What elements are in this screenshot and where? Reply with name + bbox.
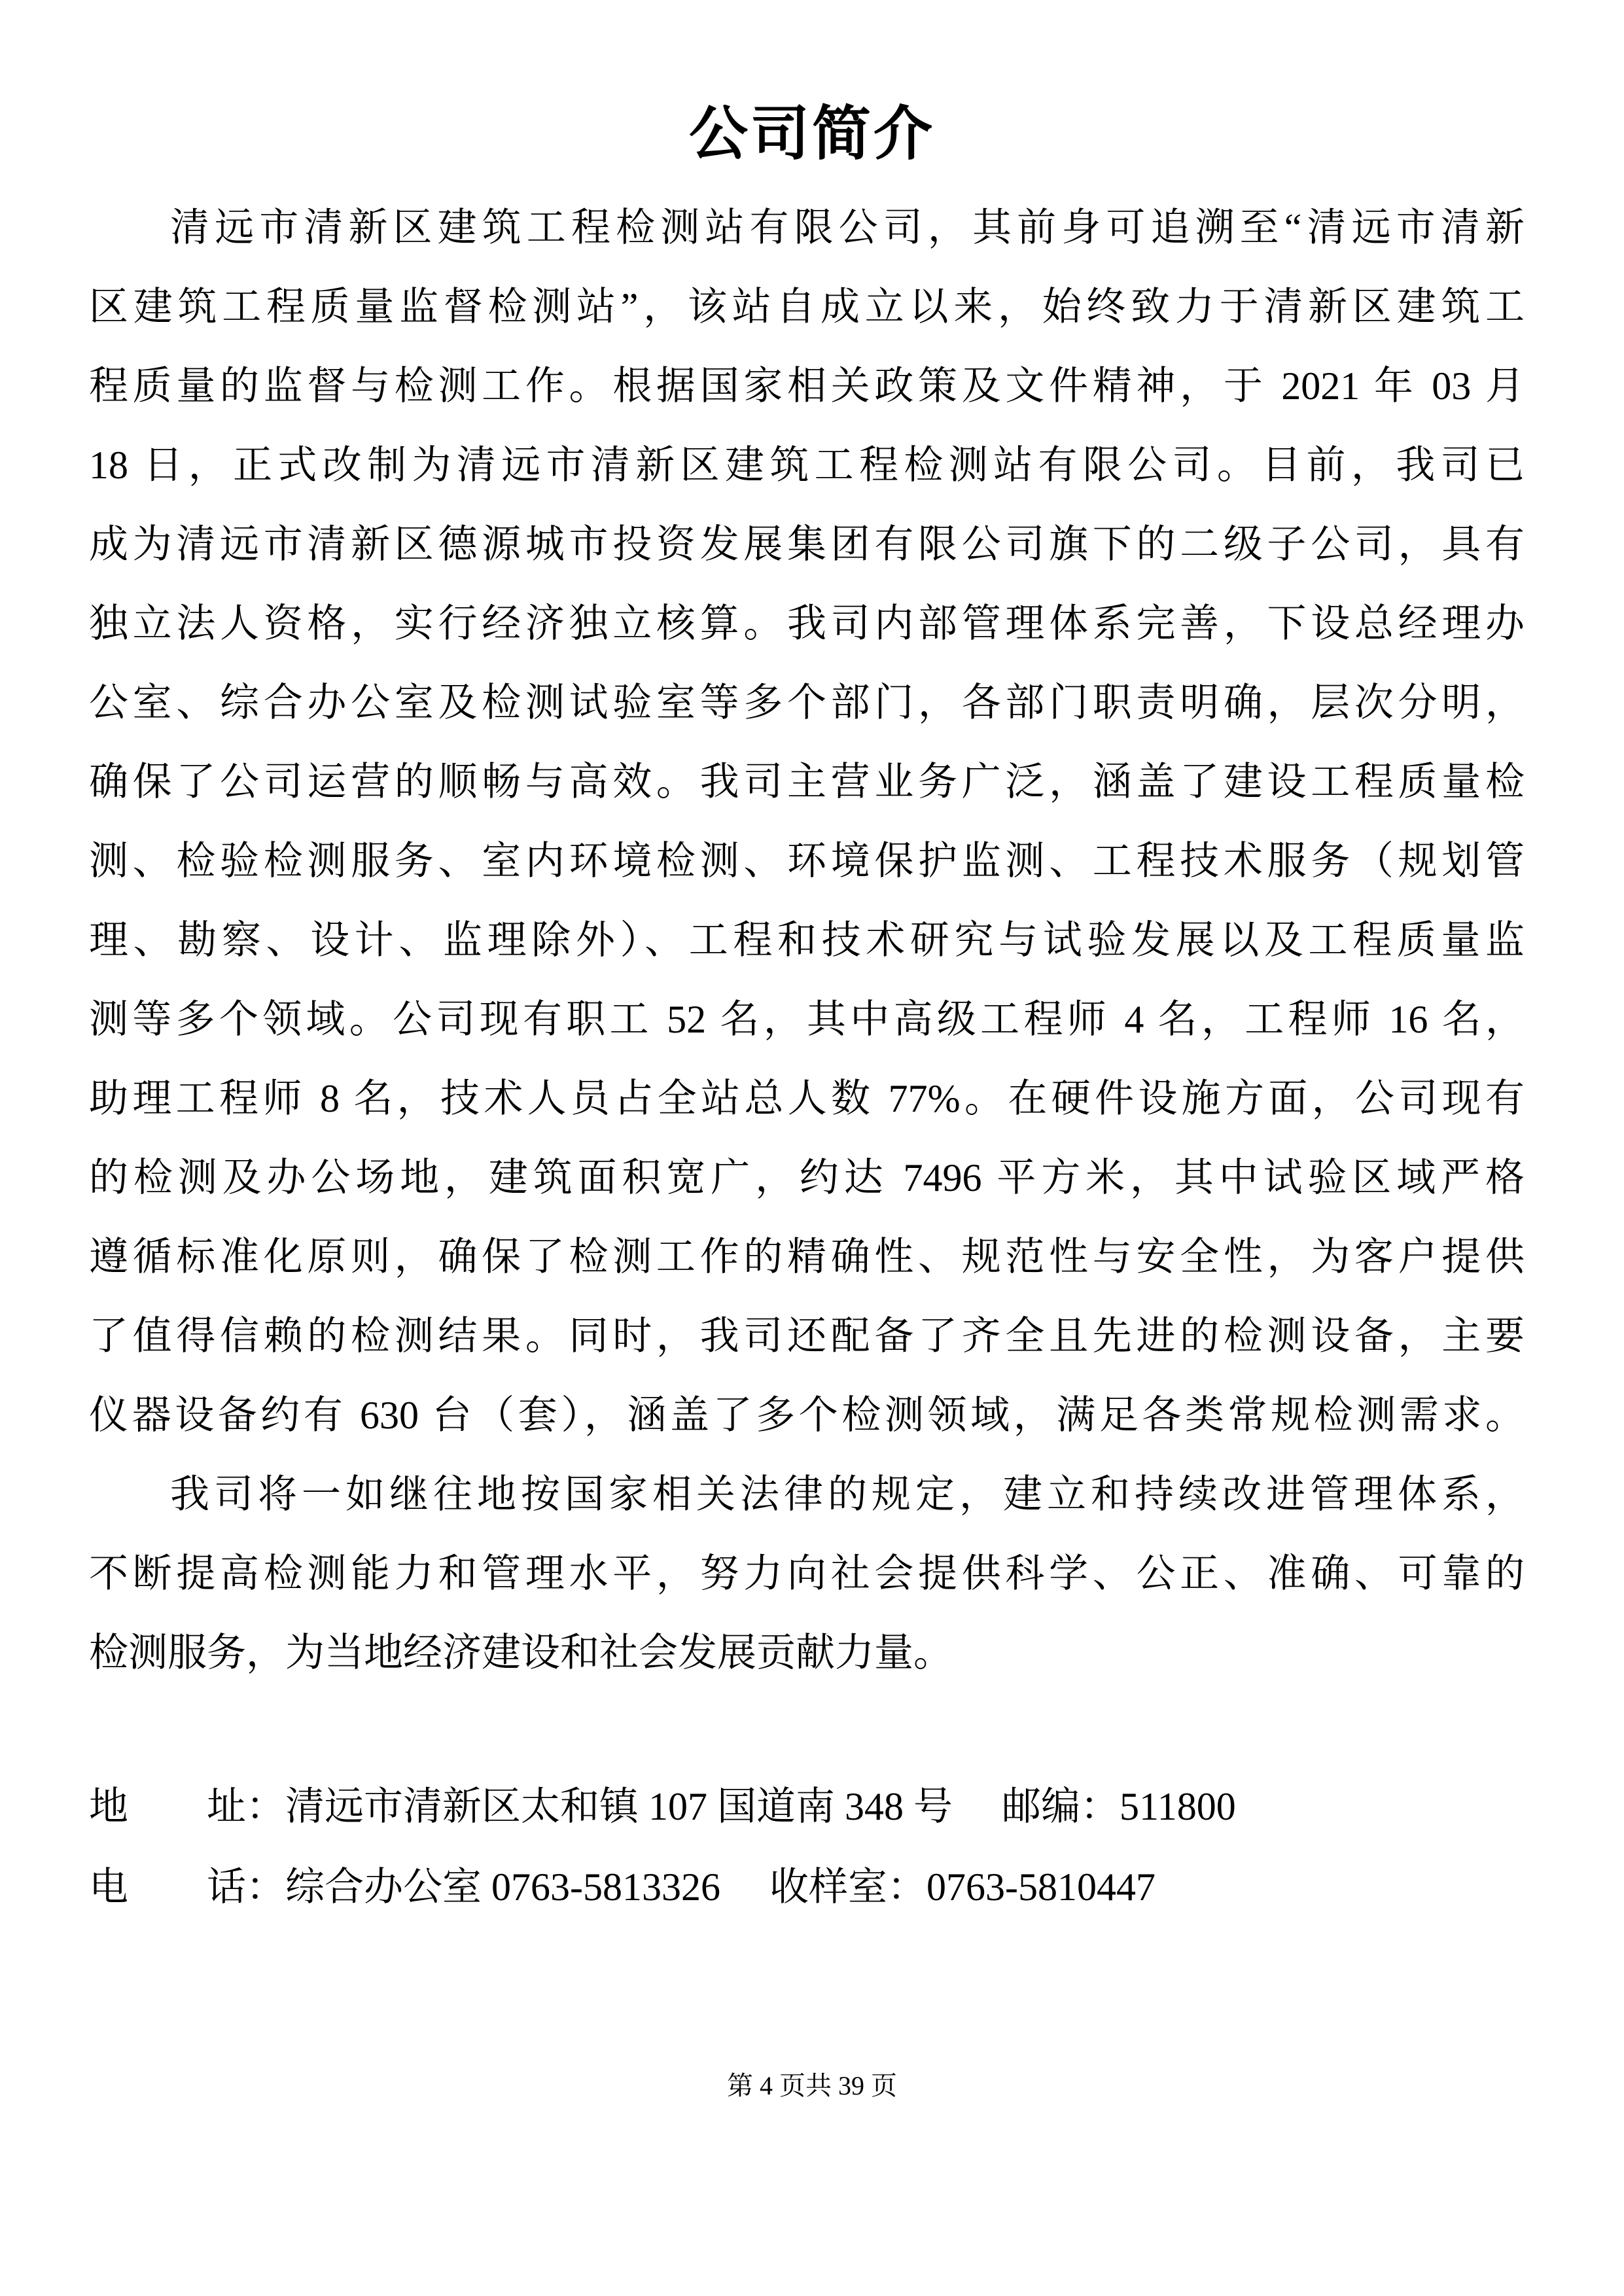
page-title: 公司简介 [689, 102, 935, 167]
body-line: 独立法人资格，实行经济独立核算。我司内部管理体系完善，下设总经理办 [89, 602, 1525, 645]
body-line: 测等多个领域。公司现有职工 52 名，其中高级工程师 4 名，工程师 16 名， [89, 998, 1525, 1041]
body-line: 区建筑工程质量监督检测站”，该站自成立以来，始终致力于清新区建筑工 [89, 285, 1525, 328]
body-line: 清远市清新区建筑工程检测站有限公司，其前身可追溯至“清远市清新 [170, 206, 1525, 249]
body-line: 不断提高检测能力和管理水平，努力向社会提供科学、公正、准确、可靠的 [89, 1552, 1525, 1595]
body-line: 成为清远市清新区德源城市投资发展集团有限公司旗下的二级子公司，具有 [89, 523, 1525, 566]
contact-block [89, 1767, 1525, 1928]
contact-phone-line: 电 话：综合办公室 0763-5813326 收样室：0763-5810447 [89, 1865, 1156, 1909]
body-line: 了值得信赖的检测结果。同时，我司还配备了齐全且先进的检测设备，主要 [89, 1315, 1525, 1358]
body-line: 18 日，正式改制为清远市清新区建筑工程检测站有限公司。目前，我司已 [89, 444, 1525, 487]
body-line: 仪器设备约有 630 台（套），涵盖了多个检测领域，满足各类常规检测需求。 [89, 1394, 1525, 1437]
body-line: 检测服务，为当地经济建设和社会发展贡献力量。 [89, 1631, 953, 1674]
body-line: 确保了公司运营的顺畅与高效。我司主营业务广泛，涵盖了建设工程质量检 [89, 760, 1525, 804]
body-text [89, 188, 1525, 1693]
body-line: 的检测及办公场地，建筑面积宽广，约达 7496 平方米，其中试验区域严格 [89, 1156, 1525, 1199]
body-line: 我司将一如继往地按国家相关法律的规定，建立和持续改进管理体系， [170, 1473, 1525, 1516]
body-line: 程质量的监督与检测工作。根据国家相关政策及文件精神，于 2021 年 03 月 [89, 364, 1525, 408]
body-line: 遵循标准化原则，确保了检测工作的精确性、规范性与安全性，为客户提供 [89, 1235, 1525, 1279]
body-line: 测、检验检测服务、室内环境检测、环境保护监测、工程技术服务（规划管 [89, 839, 1525, 883]
body-line: 助理工程师 8 名，技术人员占全站总人数 77%。在硬件设施方面，公司现有 [89, 1077, 1525, 1120]
body-line: 公室、综合办公室及检测试验室等多个部门，各部门职责明确，层次分明， [89, 681, 1525, 724]
page-number: 第 4 页共 39 页 [727, 2071, 897, 2100]
contact-address-line: 地 址：清远市清新区太和镇 107 国道南 348 号 邮编：511800 [89, 1785, 1236, 1828]
body-line: 理、勘察、设计、监理除外）、工程和技术研究与试验发展以及工程质量监 [89, 919, 1525, 962]
